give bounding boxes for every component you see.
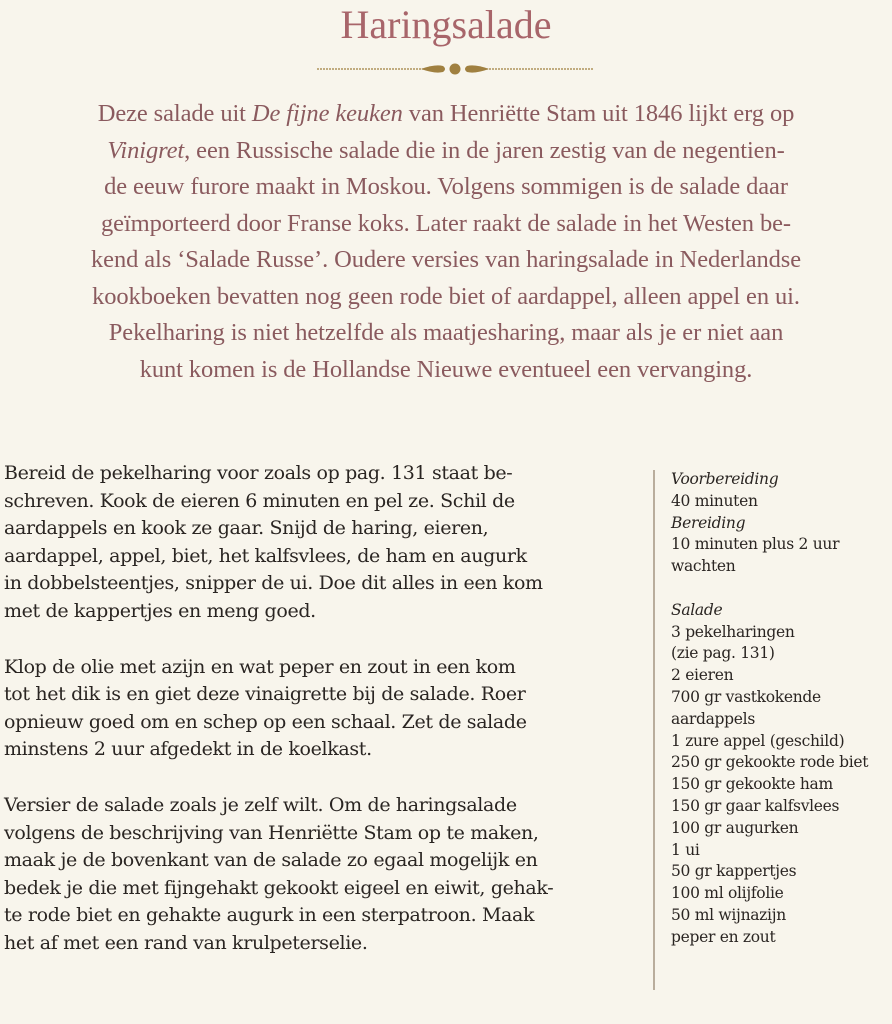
intro-line: kookboeken bevatten nog geen rode biet of aardappel, alleen appel en ui.	[92, 282, 800, 310]
intro-paragraph	[0, 96, 892, 388]
ingredient-item: 2 eieren	[671, 666, 734, 685]
ingredient-item: 100 ml olijfolie	[671, 884, 784, 903]
text-line: bedek je die met fijngehakt gekookt eigeel en eiwit, gehak-	[4, 876, 554, 899]
text-line: met de kappertjes en meng goed.	[4, 599, 316, 622]
text-line: volgens de beschrijving van Henriëtte Stam op te maken,	[4, 821, 539, 844]
ingredient-item: 3 pekelharingen	[671, 622, 795, 641]
ingredient-item: 1 zure appel (geschild)	[671, 731, 845, 750]
intro-line: Pekelharing is niet hetzelfde als maatjesharing, maar als je er niet aan	[108, 319, 784, 346]
text-line: het af met een rand van krulpeterselie.	[4, 931, 368, 954]
column-divider	[653, 470, 655, 990]
method-text	[4, 460, 644, 986]
ingredient-item: 150 gr gekookte ham	[671, 775, 833, 794]
ingredient-item: aardappels	[671, 709, 755, 728]
intro-line: kend als ‘Salade Russe’. Oudere versies van haringsalade in Nederlandse	[91, 246, 801, 273]
ingredient-item: (zie pag. 131)	[671, 644, 775, 663]
cook-time-value: 10 minuten plus 2 uur	[671, 535, 840, 554]
ingredient-item: 100 gr augurken	[671, 818, 799, 837]
cook-time-value: wachten	[671, 557, 736, 576]
method-step-2	[4, 654, 644, 764]
text-line: schreven. Kook de eieren 6 minuten en pel ze. Schil de	[4, 489, 515, 512]
cook-time-label: Bereiding	[671, 513, 746, 532]
method-step-1	[4, 460, 644, 626]
recipe-title: Haringsalade	[340, 2, 552, 47]
ingredient-item: 50 gr kappertjes	[671, 862, 797, 881]
text-line: Bereid de pekelharing voor zoals op pag. 131 staat be-	[4, 462, 513, 484]
text-line: opnieuw goed om en schep op een schaal. Zet de salade	[4, 710, 527, 733]
ingredient-item: 250 gr gekookte rode biet	[671, 753, 869, 772]
ingredients-label: Salade	[671, 600, 723, 619]
intro-line: Vinigret, een Russische salade die in de jaren zestig van de negentien-	[107, 136, 785, 164]
text-line: in dobbelsteentjes, snipper de ui. Doe dit alles in een kom	[4, 572, 543, 595]
method-step-3	[4, 792, 644, 958]
text-line: te rode biet en gehakte augurk in een sterpatroon. Maak	[4, 904, 535, 927]
recipe-info-sidebar	[671, 469, 892, 949]
text-line: tot het dik is en giet deze vinaigrette bij de salade. Roer	[4, 683, 526, 706]
prep-time-value: 40 minuten	[671, 491, 758, 510]
prep-time-label: Voorbereiding	[671, 470, 779, 488]
ingredient-item: peper en zout	[671, 927, 776, 946]
ingredient-item: 50 ml wijnazijn	[671, 905, 786, 924]
ingredient-item: 1 ui	[671, 840, 700, 859]
ingredient-item: 700 gr vastkokende	[671, 687, 821, 706]
text-line: minstens 2 uur afgedekt in de koelkast.	[4, 738, 372, 761]
gold-flourish-divider-icon	[317, 63, 593, 75]
text-line: aardappels en kook ze gaar. Snijd de haring, eieren,	[4, 517, 489, 540]
intro-line: kunt komen is de Hollandse Nieuwe eventueel een vervanging.	[139, 355, 753, 383]
text-line: maak je de bovenkant van de salade zo egaal mogelijk en	[4, 849, 538, 872]
text-line: Versier de salade zoals je zelf wilt. Om de haringsalade	[4, 793, 517, 816]
ingredient-item: 150 gr gaar kalfsvlees	[671, 796, 840, 815]
intro-line: de eeuw furore maakt in Moskou. Volgens sommigen is de salade daar	[104, 173, 788, 200]
text-line: Klop de olie met azijn en wat peper en zout in een kom	[4, 655, 516, 678]
intro-line: geïmporteerd door Franse koks. Later raakt de salade in het Westen be-	[101, 209, 791, 237]
intro-line: Deze salade uit De fijne keuken van Henriëtte Stam uit 1846 lijkt erg op	[97, 100, 795, 127]
text-line: aardappel, appel, biet, het kalfsvlees, de ham en augurk	[4, 544, 527, 567]
